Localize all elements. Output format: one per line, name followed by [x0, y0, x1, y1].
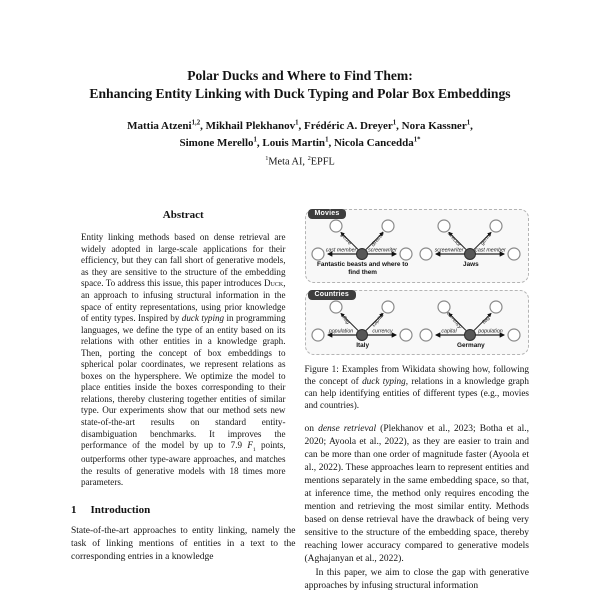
figure-panel-countries	[305, 290, 530, 355]
entity-node-center	[464, 330, 475, 341]
graph-star-germany	[417, 296, 525, 354]
entity-name: Jaws	[463, 261, 479, 269]
authors-line2: Simone Merello$^1$, Louis Martin$^1$, Nicola Cancedda$^{1*}$	[179, 136, 421, 149]
introduction-paragraph: State-of-the-art approaches to entity linking, namely the task of linking mentions of entities in a text to the corresponding entries in a knowledge	[71, 525, 296, 562]
entity-node-outer	[330, 301, 342, 313]
entity-node-center	[356, 330, 367, 341]
entity-node-outer	[312, 329, 324, 341]
entity-node-outer	[490, 301, 502, 313]
countries-stars-row	[309, 296, 526, 354]
edge-label: capital	[370, 312, 385, 329]
section-heading-introduction	[71, 504, 296, 516]
star-graph-icon	[418, 299, 522, 347]
edge-label: population	[478, 328, 503, 335]
edge-label: currency	[371, 328, 393, 335]
edge-label: genre	[479, 232, 493, 247]
affiliations: $^1$Meta AI, $^2$EPFL	[265, 155, 335, 168]
edge-label: director	[445, 230, 462, 249]
right-column	[305, 207, 530, 593]
entity-node-center	[464, 249, 475, 260]
entity-node-outer	[438, 220, 450, 232]
left-column	[71, 207, 296, 593]
graph-star-italy	[309, 296, 417, 354]
edge-label: director	[369, 230, 386, 249]
entity-node-outer	[490, 220, 502, 232]
entity-node-outer	[508, 329, 520, 341]
edge-label: capital	[441, 328, 457, 335]
edge-label: cast member	[325, 247, 356, 254]
star-graph-icon	[418, 218, 522, 266]
movies-badge: Movies	[308, 209, 347, 219]
entity-name: Fantastic beasts and where to find them	[316, 261, 409, 276]
entity-name: Italy	[356, 342, 370, 350]
star-graph-icon	[310, 299, 414, 347]
movies-stars-row	[309, 215, 526, 282]
entity-node-outer	[420, 329, 432, 341]
paper-title-line1: Polar Ducks and Where to Find Them:	[187, 68, 413, 83]
entity-node-outer	[382, 220, 394, 232]
edge-label: flag	[480, 315, 492, 326]
countries-badge: Countries	[308, 290, 356, 300]
entity-node-center	[356, 249, 367, 260]
body-paragraph-2: In this paper, we aim to close the gap with generative approaches by infusing structural information	[304, 568, 529, 592]
authors-line1: Mattia Atzeni$^{1,2}$, Mikhail Plekhanov$^1$, Frédéric A. Dreyer$^1$, Nora Kassner$^1$,	[127, 119, 473, 133]
figure-1	[305, 209, 530, 412]
entity-node-outer	[382, 301, 394, 313]
entity-name: Germany	[457, 342, 485, 350]
edge-label: population	[328, 328, 353, 335]
edge-label: screenwriter	[367, 247, 397, 254]
author-list	[0, 118, 600, 170]
section-title: Introduction	[90, 503, 151, 516]
abstract-text: Entity linking methods based on dense retrieval are widely adopted in large-scale applications for their efficiency, but they can fall short of generative models, as they are sensitive to the structure of the embedding space. To address this issue, this paper introduces Duck, an approach to infusing structural information in the space of entity representations, using prior knowledge of entity types. Inspired by duck typing in programming languages, we define the type of an entity based on its relations with other entities in a knowledge graph. Then, porting the concept of box embeddings to spherical polar coordinates, we represent relations as boxes on the hypersphere. We optimize the model to place entities inside the boxes corresponding to their relations, thereby clustering together entities of similar type. Our experiments show that our method sets new state-of-the-art results on standard entity-disambiguation benchmarks. It improves the performance of the model by up to 7.9 $F_1$ points, outperforms other type-aware approaches, and matches the results of generative models with 18 times more parameters.	[81, 232, 286, 488]
entity-node-outer	[312, 248, 324, 260]
figure-caption: Figure 1: Examples from Wikidata showing how, following the concept of duck typing, relations in a knowledge graph can help identifying entities of different types (e.g., movies and countries).	[304, 364, 529, 411]
entity-node-outer	[508, 248, 520, 260]
graph-star-jaws	[417, 215, 525, 282]
entity-node-outer	[330, 220, 342, 232]
section-number: 1	[71, 503, 77, 516]
edge-label: screenwriter	[434, 247, 464, 254]
entity-node-outer	[400, 329, 412, 341]
entity-node-outer	[420, 248, 432, 260]
figure-panel-movies	[305, 209, 530, 283]
paper-title-line2: Enhancing Entity Linking with Duck Typing and Polar Box Embeddings	[89, 86, 511, 102]
edge-label: currency	[444, 310, 463, 331]
graph-star-fantastic-beasts	[309, 215, 417, 282]
body-paragraph-1: on dense retrieval (Plekhanov et al., 2023; Botha et al., 2020; Ayoola et al., 2022), as they are easier to train and can be more than one order of magnitude faster (Ayoola et al., 2022). These approaches learn to represent entities and mentions separately in the same embedding space, so that, at inference time, the method only requires encoding the mention and retrieving the most similar entity. Methods based on dense retrieval have the drawback of being very sensitive to the structure of the embedding space, thereby reaching lower accuracy compared to generative models (Aghajanyan et al., 2022).	[304, 424, 529, 565]
two-column-body	[0, 207, 600, 593]
edge-label: genre	[338, 232, 352, 247]
paper-title	[0, 0, 600, 103]
edge-label: cast member	[474, 247, 506, 254]
star-graph-icon	[310, 218, 414, 266]
abstract-heading: Abstract	[162, 209, 204, 222]
entity-node-outer	[400, 248, 412, 260]
edge-label: flag	[340, 315, 351, 326]
